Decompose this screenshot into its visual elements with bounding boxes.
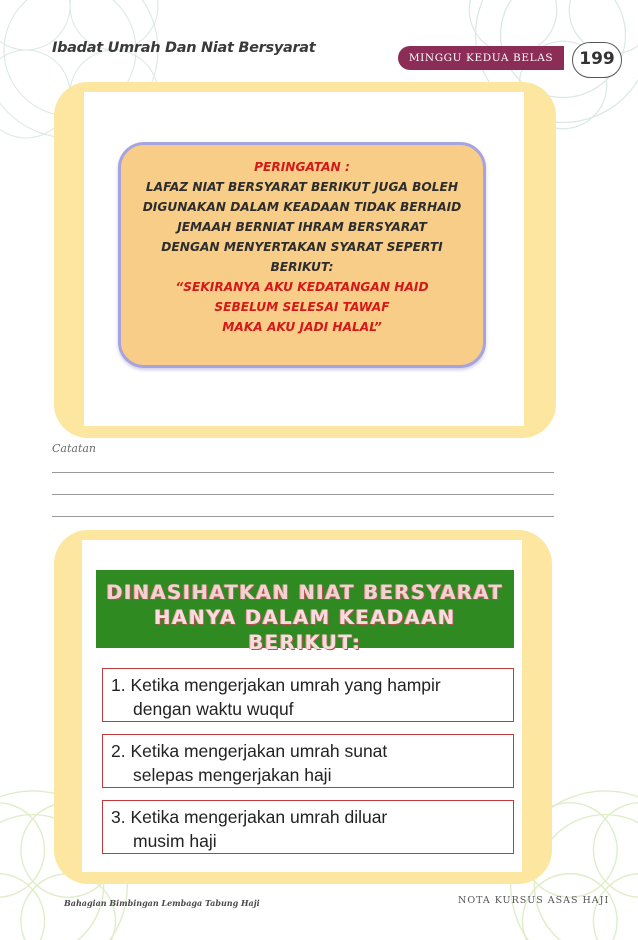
condition-item [102,800,514,854]
condition-item [102,668,514,722]
note-line [52,494,554,495]
note-line [52,516,554,517]
advice-banner [96,570,514,654]
week-badge: MINGGU KEDUA BELAS [398,46,564,70]
warning-body-line: LAFAZ NIAT BERSYARAT BERIKUT JUGA BOLEH [145,180,459,194]
warning-body-line: DENGAN MENYERTAKAN SYARAT SEPERTI [161,240,443,254]
warning-quote-line: SEBELUM SELESAI TAWAF [214,300,390,314]
footer-course-title: NOTA KURSUS ASAS HAJI [458,895,610,906]
condition-item [102,734,514,788]
notes-label: Catatan [52,442,97,455]
condition-text: musim haji [133,831,217,851]
note-line [52,472,554,473]
page-title: Ibadat Umrah Dan Niat Bersyarat [52,40,316,56]
condition-text: dengan waktu wuquf [133,699,294,719]
warning-body-line: BERIKUT: [270,260,334,274]
warning-box [118,142,486,368]
condition-text: 2. Ketika mengerjakan umrah sunat [111,741,388,761]
condition-text: 1. Ketika mengerjakan umrah yang hampir [111,675,441,695]
advice-line: HANYA DALAM KEADAAN BERIKUT: [154,606,456,654]
warning-body-line: DIGUNAKAN DALAM KEADAAN TIDAK BERHAID [142,200,462,214]
warning-heading: PERINGATAN : [254,160,350,174]
advice-line: DINASIHATKAN NIAT BERSYARAT [106,581,504,604]
warning-body-line: JEMAAH BERNIAT IHRAM BERSYARAT [177,220,427,234]
footer-publisher: Bahagian Bimbingan Lembaga Tabung Haji [64,898,260,908]
page-number: 199 [572,42,622,78]
condition-text: 3. Ketika mengerjakan umrah diluar [111,807,388,827]
warning-quote-line: “SEKIRANYA AKU KEDATANGAN HAID [175,280,429,294]
condition-text: selepas mengerjakan haji [133,765,332,785]
warning-quote-line: MAKA AKU JADI HALAL” [222,320,382,334]
